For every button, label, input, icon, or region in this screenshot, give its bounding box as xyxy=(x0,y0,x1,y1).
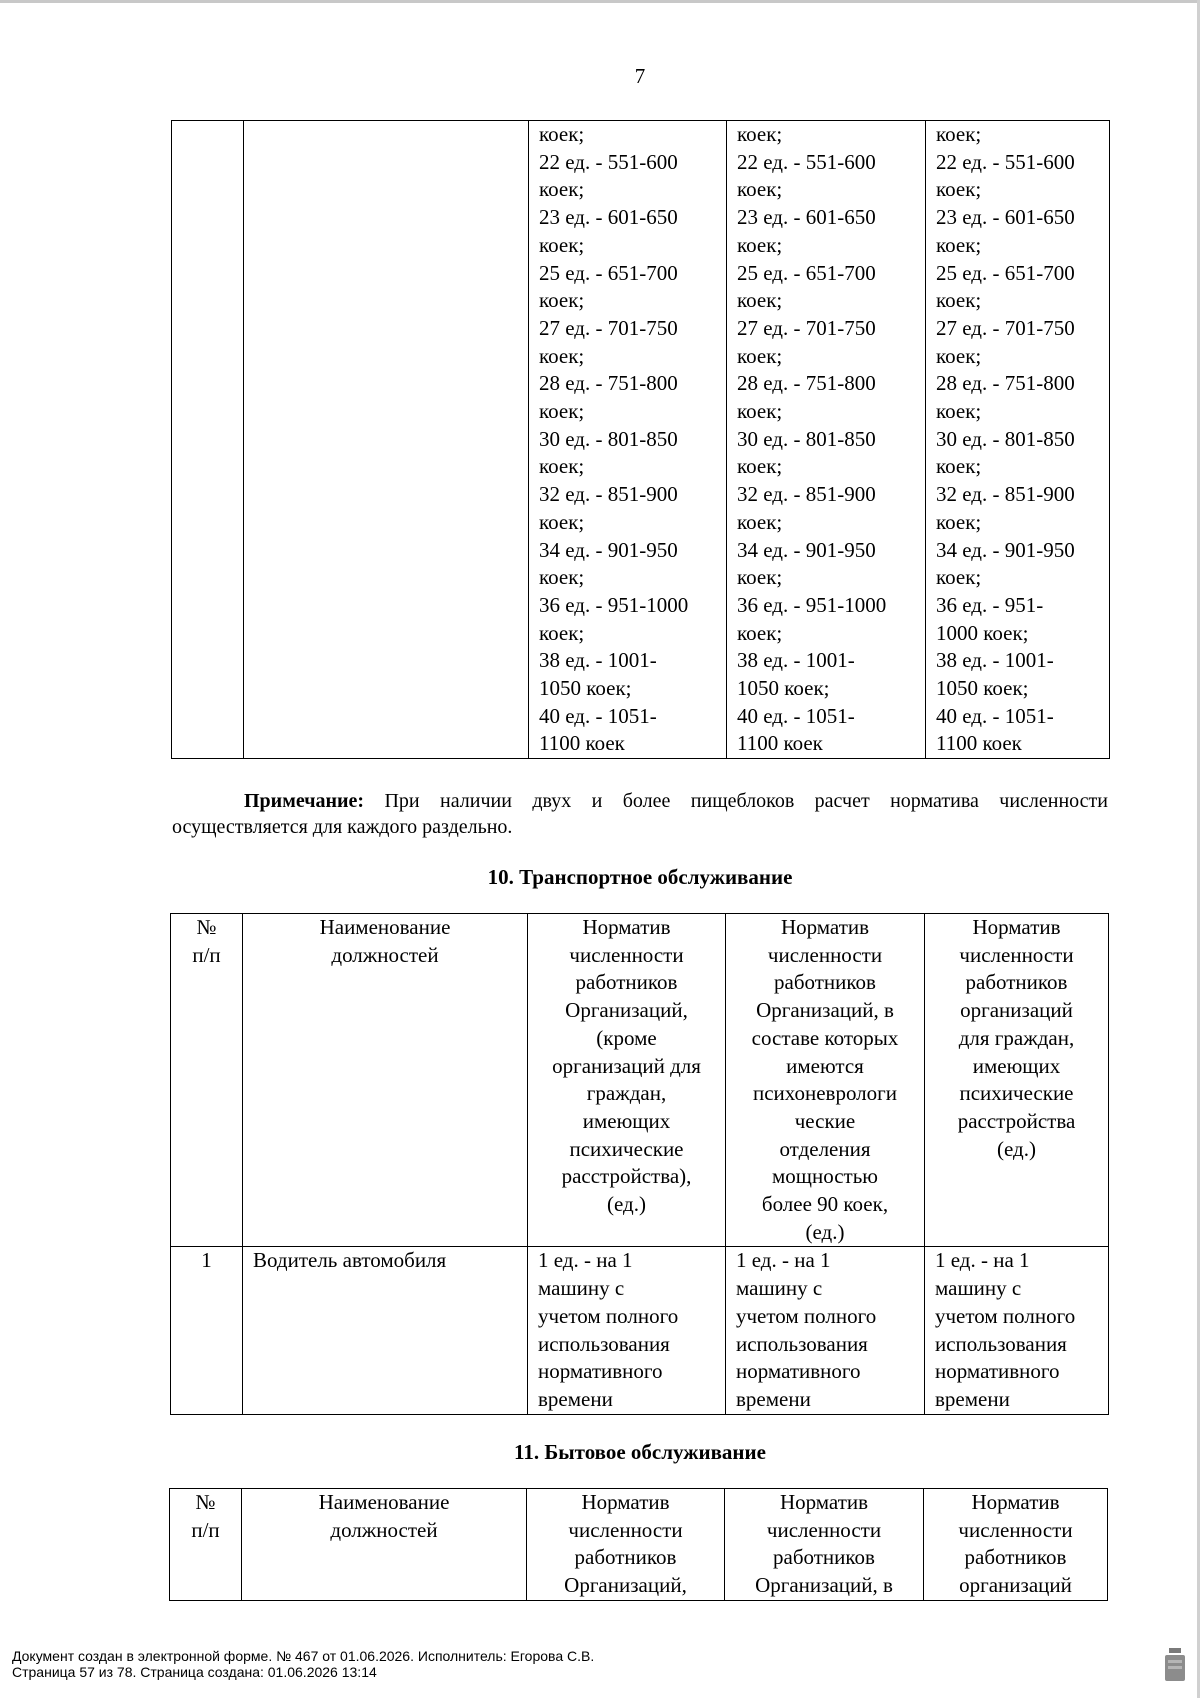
table-header-row xyxy=(170,1489,1108,1601)
cell-text-line: п/п xyxy=(191,1517,220,1542)
cell-text-line: Норматив xyxy=(582,915,671,939)
cell-text-line: для граждан, xyxy=(958,1025,1075,1050)
cell-text-line: Организаций, xyxy=(564,1573,687,1598)
cell-text-line: 38 ед. - 1001- xyxy=(539,648,657,673)
cell-text-line: работников xyxy=(774,970,876,995)
cell-text-line: 22 ед. - 551-600 xyxy=(737,149,876,174)
cell-text-line: коек; xyxy=(539,232,585,257)
cell-text-line: 22 ед. - 551-600 xyxy=(539,149,678,174)
cell-text-line: коек; xyxy=(539,343,585,368)
cell-text-line: коек; xyxy=(539,620,585,645)
cell-text-line: Организаций, в xyxy=(755,1573,893,1598)
cell-text-line: 28 ед. - 751-800 xyxy=(737,371,876,396)
cell-text-line: Наименование xyxy=(318,1490,450,1514)
cell-text-line: мощностью xyxy=(772,1164,878,1189)
cell-text-line: (ед.) xyxy=(607,1192,646,1217)
cell-text-line: времени xyxy=(538,1386,613,1411)
cell-text-line: коек; xyxy=(936,399,982,424)
header-num xyxy=(170,1489,242,1601)
cell-text-line: составе которых xyxy=(751,1025,899,1050)
cell-text-line: коек; xyxy=(936,288,982,313)
cell-text-line: использования xyxy=(935,1331,1067,1356)
cell-text-line: 38 ед. - 1001- xyxy=(936,648,1054,673)
cell-text-line: расстройства), xyxy=(561,1164,692,1189)
note-text: При наличии двух и более пищеблоков расчет норматива численности осуществляется для каждого раздельно. xyxy=(172,790,1108,838)
cell-text-line: коек; xyxy=(936,232,982,257)
table-cell-norm-3 xyxy=(926,121,1110,759)
cell-text-line: нормативного xyxy=(935,1359,1060,1384)
table-cell-norm-2 xyxy=(727,121,926,759)
table-cell-name xyxy=(244,121,529,759)
cell-text-line: коек; xyxy=(936,177,982,202)
cell-text-line: Норматив xyxy=(779,1490,869,1514)
cell-text-line: работников xyxy=(574,1545,677,1570)
cell-text-line: 1050 коек; xyxy=(737,676,830,701)
cell-text-line: коек; xyxy=(936,343,982,368)
cell-text-line: работников xyxy=(773,1545,875,1570)
section-10-title: 10. Транспортное обслуживание xyxy=(487,865,793,889)
cell-text-line: нормативного xyxy=(736,1359,861,1384)
cell-text-line: 27 ед. - 701-750 xyxy=(539,315,678,340)
cell-text-line: Норматив xyxy=(971,1490,1060,1514)
page-number: 7 xyxy=(634,64,646,88)
cell-text-line: коек; xyxy=(737,288,783,313)
cell-text-line: 25 ед. - 651-700 xyxy=(737,260,876,285)
cell-text-line: № xyxy=(196,915,217,939)
cell-text-line: должностей xyxy=(330,1517,438,1542)
cell-text-line: 25 ед. - 651-700 xyxy=(539,260,678,285)
cell-text-line: использования xyxy=(538,1331,670,1356)
footer-line-1: Документ создан в электронной форме. № 467 от 01.06.2026. Исполнитель: Егорова С.В. xyxy=(12,1648,595,1664)
cell-text-line: коек; xyxy=(737,399,783,424)
cell-text-line: (ед.) xyxy=(997,1136,1036,1161)
section-11-title: 11. Бытовое обслуживание xyxy=(514,1440,766,1464)
cell-text-line: 1 ед. - на 1 xyxy=(538,1248,633,1273)
cell-text-line: 1100 коек xyxy=(936,731,1022,756)
header-name xyxy=(242,1489,527,1601)
cell-text-line: коек; xyxy=(737,620,783,645)
cell-text-line: коек; xyxy=(539,509,585,534)
cell-text-line: п/п xyxy=(192,942,221,967)
table-header-row xyxy=(171,914,1109,1247)
cell-text-line: 1 ед. - на 1 xyxy=(935,1248,1030,1273)
cell-text-line: 38 ед. - 1001- xyxy=(737,648,855,673)
cell-text-line: 1050 коек; xyxy=(936,676,1029,701)
cell-text-line: коек; xyxy=(936,565,982,590)
cell-text-line: учетом полного xyxy=(736,1303,877,1328)
cell-text-line: (кроме xyxy=(596,1025,657,1050)
cell-text-line: 1050 коек; xyxy=(539,676,632,701)
cell-text-line: граждан, xyxy=(586,1081,667,1106)
cell-text-line: 36 ед. - 951-1000 xyxy=(539,592,689,617)
cell-text-line: 1000 коек; xyxy=(936,620,1029,645)
cell-text-line: коек; xyxy=(936,509,982,534)
cell-text-line: 23 ед. - 601-650 xyxy=(936,205,1075,230)
cell-text-line: 40 ед. - 1051- xyxy=(737,703,855,728)
cell-text-line: машину с xyxy=(935,1276,1022,1301)
cell-text-line: 30 ед. - 801-850 xyxy=(936,426,1075,451)
header-norm-3 xyxy=(924,1489,1108,1601)
cell-text-line: № xyxy=(195,1490,216,1514)
cell-text-line: 28 ед. - 751-800 xyxy=(936,371,1075,396)
cell-text-line: машину с xyxy=(538,1276,625,1301)
cell-text-line: учетом полного xyxy=(935,1303,1076,1328)
cell-text-line: коек; xyxy=(539,122,585,146)
cell-text-line: Организаций, xyxy=(565,998,688,1023)
cell-text-line: коек; xyxy=(737,343,783,368)
table-row xyxy=(171,1247,1109,1414)
cell-text-line: времени xyxy=(736,1386,811,1411)
cell-text-line: 36 ед. - 951-1000 xyxy=(737,592,887,617)
cell-text-line: 1100 коек xyxy=(539,731,625,756)
cell-text-line: численности xyxy=(767,942,883,967)
cell-text-line: 32 ед. - 851-900 xyxy=(539,482,678,507)
cell-text-line: 27 ед. - 701-750 xyxy=(936,315,1075,340)
cell-text-line: Норматив xyxy=(972,915,1061,939)
cell-text-line: коек; xyxy=(737,177,783,202)
cell-text-line: 36 ед. - 951- xyxy=(936,592,1044,617)
cell-text-line: Наименование xyxy=(319,915,451,939)
cell-text-line: Норматив xyxy=(780,915,870,939)
row-num: 1 xyxy=(171,1247,243,1414)
cell-text-line: Организаций, в xyxy=(756,998,894,1023)
cell-text-line: организаций для xyxy=(552,1053,701,1078)
cell-text-line: работников xyxy=(964,1545,1067,1570)
cell-text-line: психические xyxy=(959,1081,1074,1106)
cell-text-line: коек; xyxy=(539,288,585,313)
cell-text-line: психические xyxy=(569,1136,684,1161)
cell-text-line: Норматив xyxy=(581,1490,670,1514)
header-norm-1 xyxy=(527,1489,725,1601)
cell-text-line: использования xyxy=(736,1331,868,1356)
cell-text-line: психоневрологи xyxy=(752,1081,898,1106)
cell-text-line: коек; xyxy=(539,177,585,202)
cell-text-line: 23 ед. - 601-650 xyxy=(737,205,876,230)
household-service-table xyxy=(169,1488,1108,1601)
cell-text-line: коек; xyxy=(936,454,982,479)
table-row xyxy=(172,121,1110,759)
cell-text-line: коек; xyxy=(737,565,783,590)
row-norm-2 xyxy=(726,1247,925,1414)
cell-text-line: более 90 коек, xyxy=(761,1192,889,1217)
footer-line-2: Страница 57 из 78. Страница создана: 01.06.2026 13:14 xyxy=(12,1664,377,1680)
cell-text-line: 40 ед. - 1051- xyxy=(539,703,657,728)
cell-text-line: коек; xyxy=(737,509,783,534)
cell-text-line: коек; xyxy=(539,399,585,424)
header-name xyxy=(243,914,528,1247)
cell-text-line: организаций xyxy=(959,1573,1072,1598)
cell-text-line: организаций xyxy=(960,998,1073,1023)
cell-text-line: учетом полного xyxy=(538,1303,679,1328)
cell-text-line: численности xyxy=(766,1517,882,1542)
cell-text-line: численности xyxy=(958,1517,1073,1542)
row-norm-1 xyxy=(528,1247,726,1414)
header-norm-2 xyxy=(725,1489,924,1601)
cell-text-line: 1100 коек xyxy=(737,731,823,756)
cell-text-line: ческие xyxy=(794,1108,856,1133)
cell-text-line: 32 ед. - 851-900 xyxy=(737,482,876,507)
page-top-edge xyxy=(0,0,1200,3)
cell-text-line: работников xyxy=(575,970,678,995)
cell-text-line: 25 ед. - 651-700 xyxy=(936,260,1075,285)
cell-text-line: должностей xyxy=(331,942,439,967)
cell-text-line: 34 ед. - 901-950 xyxy=(539,537,678,562)
cell-text-line: коек; xyxy=(737,454,783,479)
note-label: Примечание: xyxy=(244,790,365,812)
stamp-icon xyxy=(1164,1648,1186,1682)
cell-text-line: машину с xyxy=(736,1276,823,1301)
transport-service-table xyxy=(170,913,1109,1415)
document-footer xyxy=(12,1648,594,1680)
cell-text-line: 30 ед. - 801-850 xyxy=(539,426,678,451)
note-paragraph xyxy=(172,788,1108,840)
cell-text-line: численности xyxy=(569,942,684,967)
header-norm-2 xyxy=(726,914,925,1247)
cell-text-line: численности xyxy=(959,942,1074,967)
cell-text-line: 22 ед. - 551-600 xyxy=(936,149,1075,174)
cell-text-line: 34 ед. - 901-950 xyxy=(737,537,876,562)
cell-text-line: расстройства xyxy=(957,1108,1076,1133)
cell-text-line: 28 ед. - 751-800 xyxy=(539,371,678,396)
cell-text-line: (ед.) xyxy=(805,1219,845,1244)
table-cell-norm-1 xyxy=(529,121,727,759)
row-position-name: Водитель автомобиля xyxy=(243,1247,528,1414)
cell-text-line: времени xyxy=(935,1386,1010,1411)
cell-text-line: отделения xyxy=(779,1136,871,1161)
table-cell-num xyxy=(172,121,244,759)
header-norm-3 xyxy=(925,914,1109,1247)
cell-text-line: 30 ед. - 801-850 xyxy=(737,426,876,451)
cell-text-line: 1 ед. - на 1 xyxy=(736,1248,831,1273)
cell-text-line: 40 ед. - 1051- xyxy=(936,703,1054,728)
cell-text-line: имеющих xyxy=(582,1108,671,1133)
cell-text-line: 34 ед. - 901-950 xyxy=(936,537,1075,562)
cell-text-line: коек; xyxy=(737,122,783,146)
cell-text-line: имеющих xyxy=(972,1053,1061,1078)
cell-text-line: работников xyxy=(965,970,1068,995)
cell-text-line: коек; xyxy=(737,232,783,257)
cell-text-line: имеются xyxy=(786,1053,864,1078)
cell-text-line: нормативного xyxy=(538,1359,663,1384)
cell-text-line: коек; xyxy=(936,122,982,146)
cell-text-line: коек; xyxy=(539,565,585,590)
cell-text-line: численности xyxy=(568,1517,683,1542)
cell-text-line: коек; xyxy=(539,454,585,479)
staff-norms-table-continued xyxy=(171,120,1110,759)
cell-text-line: 32 ед. - 851-900 xyxy=(936,482,1075,507)
header-norm-1 xyxy=(528,914,726,1247)
cell-text-line: 27 ед. - 701-750 xyxy=(737,315,876,340)
row-norm-3 xyxy=(925,1247,1109,1414)
cell-text-line: 23 ед. - 601-650 xyxy=(539,205,678,230)
header-num xyxy=(171,914,243,1247)
